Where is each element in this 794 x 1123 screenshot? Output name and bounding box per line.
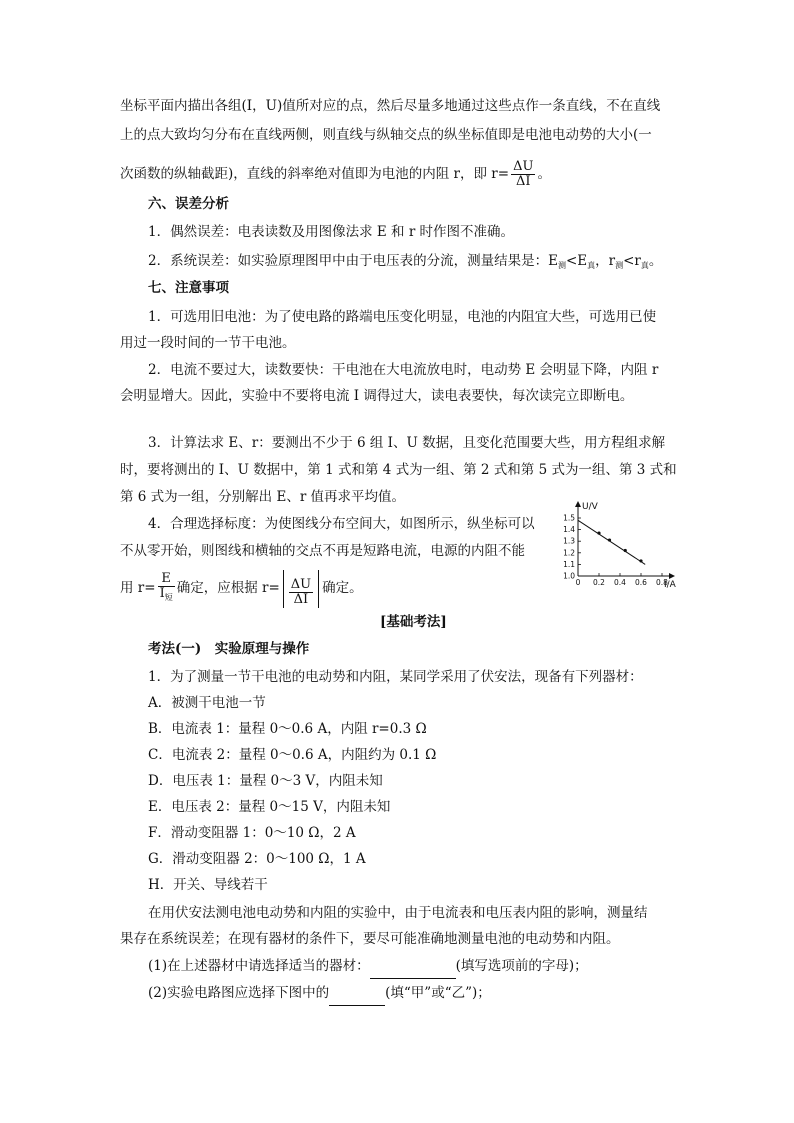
basic-methods-title: [基础考法] <box>380 614 447 630</box>
data-point <box>624 549 627 552</box>
frac-e: E <box>158 572 175 587</box>
sub-question-1-end: (填写选项前的字母)； <box>455 958 588 974</box>
abs-frac-den: ΔI <box>293 591 309 607</box>
option-b: B．电流表 1：量程 0～0.6 A，内阻 r=0.3 Ω <box>148 721 427 737</box>
note-4-line3-b: 确定，应根据 r= <box>176 580 280 596</box>
note-3-line2: 时，要将测出的 I、U 数据中，第 1 式和第 4 式为一组、第 2 式和第 5 式为一组、第 3 式和 <box>120 462 677 478</box>
note-1-line2: 用过一段时间的一节干电池。 <box>120 335 296 351</box>
lt-e: <E <box>565 253 588 269</box>
frac-numerator: ΔU <box>513 159 534 174</box>
comma-r: ，r <box>595 253 616 269</box>
note-4-line2: 不从零开始，则图线和横轴的交点不再是短路电流，电源的内阻不能 <box>120 543 525 559</box>
x-tick-label: 0.6 <box>635 578 647 587</box>
para1-line2: 上的点大致均匀分布在直线两侧，则直线与纵轴交点的纵坐标值即是电池电动势的大小(一 <box>120 127 652 143</box>
sub-short: 短 <box>164 593 173 602</box>
data-point <box>597 531 600 534</box>
sub-true-1: 真 <box>587 261 596 270</box>
option-g: G．滑动变阻器 2：0～100 Ω，1 A <box>148 851 366 867</box>
frac-i: I <box>159 586 165 601</box>
para1-line3-end: 。 <box>537 166 551 182</box>
sub-question-2-text: (2)实验电路图应选择下图中的 <box>148 985 330 1001</box>
para1-line3-text: 次函数的纵轴截距)，直线的斜率绝对值即为电池的内阻 r，即 r= <box>120 166 510 182</box>
section-7-heading: 七、注意事项 <box>148 280 229 296</box>
sub-measured-1: 测 <box>557 261 566 270</box>
x-tick-label: 0 <box>575 578 581 587</box>
y-tick-label: 1.4 <box>563 525 575 535</box>
note-1-line1: 1．可选用旧电池：为了使电路的路端电压变化明显，电池的内阻宜大些，可选用已使 <box>148 309 657 325</box>
answer-blank-1[interactable] <box>370 958 456 979</box>
note-3-line3: 第 6 式为一组，分别解出 E、r 值再求平均值。 <box>120 489 406 505</box>
delta-u-over-delta-i <box>511 160 535 189</box>
note-2-line1: 2．电流不要过大，读数要快：干电池在大电流放电时，电动势 E 会明显下降，内阻 r <box>148 362 659 378</box>
option-a: A．被测干电池一节 <box>148 695 266 711</box>
sub-question-1-text: (1)在上述器材中请选择适当的器材： <box>148 958 370 974</box>
kaofa-1-title: 考法(一) 实验原理与操作 <box>148 641 310 657</box>
option-c: C．电流表 2：量程 0～0.6 A，内阻约为 0.1 Ω <box>148 747 437 763</box>
lt-r: <r <box>623 253 641 269</box>
option-f: F．滑动变阻器 1：0～10 Ω，2 A <box>148 825 356 841</box>
option-h: H．开关、导线若干 <box>148 877 268 893</box>
data-point <box>639 559 642 562</box>
x-tick-label: 0.8 <box>656 578 668 587</box>
frac-denominator: ΔI <box>515 174 531 189</box>
note-3-line1: 3．计算法求 E、r：要测出不少于 6 组 I、U 数据，且变化范围要大些，用方程组求解 <box>148 435 666 451</box>
data-point <box>608 538 611 541</box>
option-e: E．电压表 2：量程 0～15 V，内阻未知 <box>148 799 391 815</box>
note-4-line3-a: 用 r= <box>120 580 156 596</box>
x-tick-label: 0.4 <box>614 578 626 587</box>
para1-line1: 坐标平面内描出各组(I，U)值所对应的点，然后尽量多地通过这些点作一条直线，不在直线 <box>120 98 661 114</box>
sub-question-1 <box>148 956 588 979</box>
note-2-line2: 会明显增大。因此，实验中不要将电流 I 调得过大，读电表要快，每次读完立即断电。 <box>120 388 634 404</box>
u-i-graph <box>556 498 688 588</box>
error-item-2 <box>148 251 662 276</box>
kaofa-1-para-line1: 在用伏安法测电池电动势和内阻的实验中，由于电流表和电压表内阻的影响，测量结 <box>148 905 648 921</box>
note-4-line3 <box>120 568 363 608</box>
answer-blank-2[interactable] <box>329 985 385 1006</box>
sub-true-2: 真 <box>640 261 649 270</box>
abs-frac-num: ΔU <box>290 576 312 592</box>
y-tick-label: 1.1 <box>563 559 575 569</box>
abs-delta-u-over-delta-i <box>289 578 313 607</box>
y-tick-label: 1.0 <box>563 571 575 581</box>
error-item-2-end: 。 <box>648 253 663 269</box>
error-item-2-text: 2．系统误差：如实验原理图甲中由于电压表的分流，测量结果是：E <box>148 253 558 269</box>
abs-value-bars <box>283 570 319 608</box>
sub-measured-2: 测 <box>615 261 624 270</box>
y-tick-label: 1.5 <box>563 513 575 523</box>
note-4-line3-c: 确定。 <box>322 580 363 596</box>
para1-line3 <box>120 160 551 189</box>
question-1-stem: 1．为了测量一节干电池的电动势和内阻，某同学采用了伏安法，现备有下列器材： <box>148 669 643 685</box>
y-axis-label: U/V <box>582 502 598 512</box>
sub-question-2 <box>148 983 491 1006</box>
x-axis-label: I/A <box>664 580 676 588</box>
option-d: D．电压表 1：量程 0～3 V，内阻未知 <box>148 773 383 789</box>
y-tick-label: 1.3 <box>563 536 575 546</box>
e-over-i-short <box>158 572 175 605</box>
error-item-1: 1．偶然误差：电表读数及用图像法求 E 和 r 时作图不准确。 <box>148 224 515 240</box>
kaofa-1-para-line2: 果存在系统误差；在现有器材的条件下，要尽可能准确地测量电池的电动势和内阻。 <box>120 931 620 947</box>
sub-question-2-end: (填“甲”或“乙”)； <box>385 985 491 1001</box>
y-tick-label: 1.2 <box>563 548 575 558</box>
section-6-heading: 六、误差分析 <box>148 196 229 212</box>
frac-i-short <box>158 587 175 605</box>
fit-line <box>578 520 645 564</box>
x-tick-label: 0.2 <box>593 578 605 587</box>
note-4-line1: 4．合理选择标度：为使图线分布空间大，如图所示，纵坐标可以 <box>148 516 535 532</box>
